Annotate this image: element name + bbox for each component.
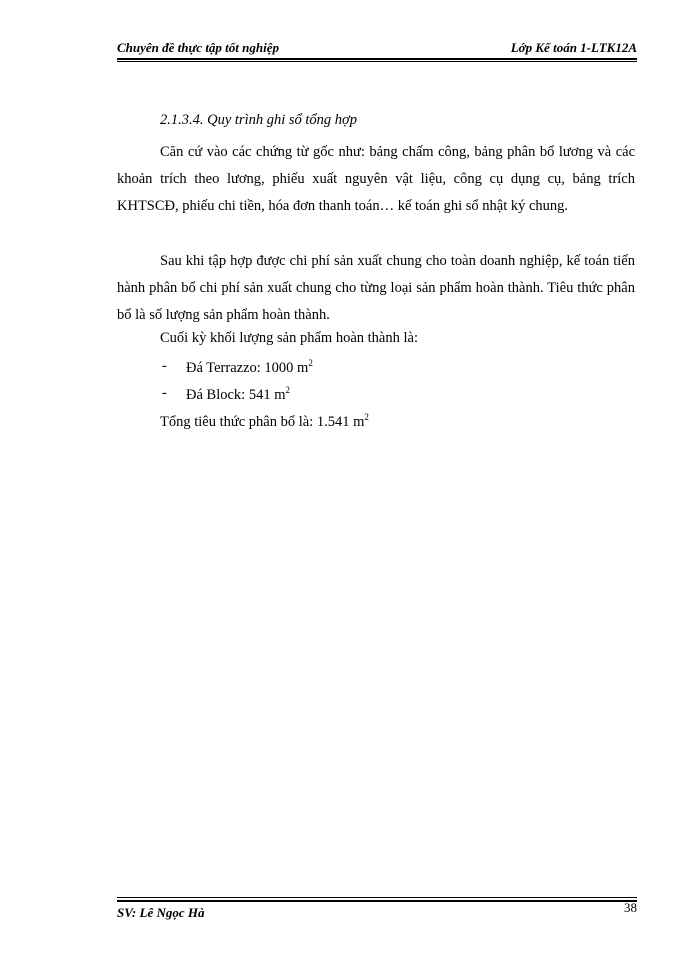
unit-superscript: 2 bbox=[364, 412, 369, 422]
paragraph-source-documents: Căn cứ vào các chứng từ gốc như: bảng chấm công, bảng phân bổ lương và các khoản trích theo lương, phiếu xuất nguyên vật liệu, công cụ dụng cụ, bảng trích KHTSCĐ, phiếu chi tiền, hóa đơn thanh toán… kế toán ghi sổ nhật ký chung. bbox=[117, 144, 635, 214]
page-number: 38 bbox=[624, 900, 637, 915]
unit-superscript: 2 bbox=[285, 385, 290, 395]
header-class-name: Lớp Kế toán 1-LTK12A bbox=[510, 40, 637, 55]
total-label: Tổng tiêu thức phân bổ là: 1.541 m bbox=[160, 414, 365, 430]
header-rule-thick bbox=[117, 58, 637, 60]
page-header bbox=[117, 36, 637, 58]
list-item-text bbox=[186, 358, 313, 377]
list-item-label: Đá Terrazzo: 1000 m bbox=[186, 360, 309, 376]
footer-student-name: SV: Lê Ngọc Hà bbox=[117, 905, 205, 920]
section-title: 2.1.3.4. Quy trình ghi sổ tổng hợp bbox=[160, 112, 358, 128]
list-dash: - bbox=[162, 385, 167, 401]
footer-rule-thick bbox=[117, 900, 637, 902]
total-allocation-base bbox=[160, 412, 369, 431]
paragraph-allocation: Sau khi tập hợp được chi phí sản xuất chung cho toàn doanh nghiệp, kế toán tiến hành phân bổ chi phí sản xuất chung cho từng loại sản phẩm hoàn thành. Tiêu thức phân bổ là số lượng sản phẩm hoàn thành. bbox=[117, 253, 635, 323]
unit-superscript: 2 bbox=[308, 358, 313, 368]
header-rule-thin bbox=[117, 61, 637, 62]
footer-rule-thin bbox=[117, 897, 637, 898]
list-dash: - bbox=[162, 358, 167, 374]
list-item-label: Đá Block: 541 m bbox=[186, 387, 286, 403]
header-course-title: Chuyên đề thực tập tốt nghiệp bbox=[117, 40, 279, 55]
volume-intro: Cuối kỳ khối lượng sản phẩm hoàn thành là: bbox=[160, 330, 418, 346]
list-item-text bbox=[186, 385, 290, 404]
